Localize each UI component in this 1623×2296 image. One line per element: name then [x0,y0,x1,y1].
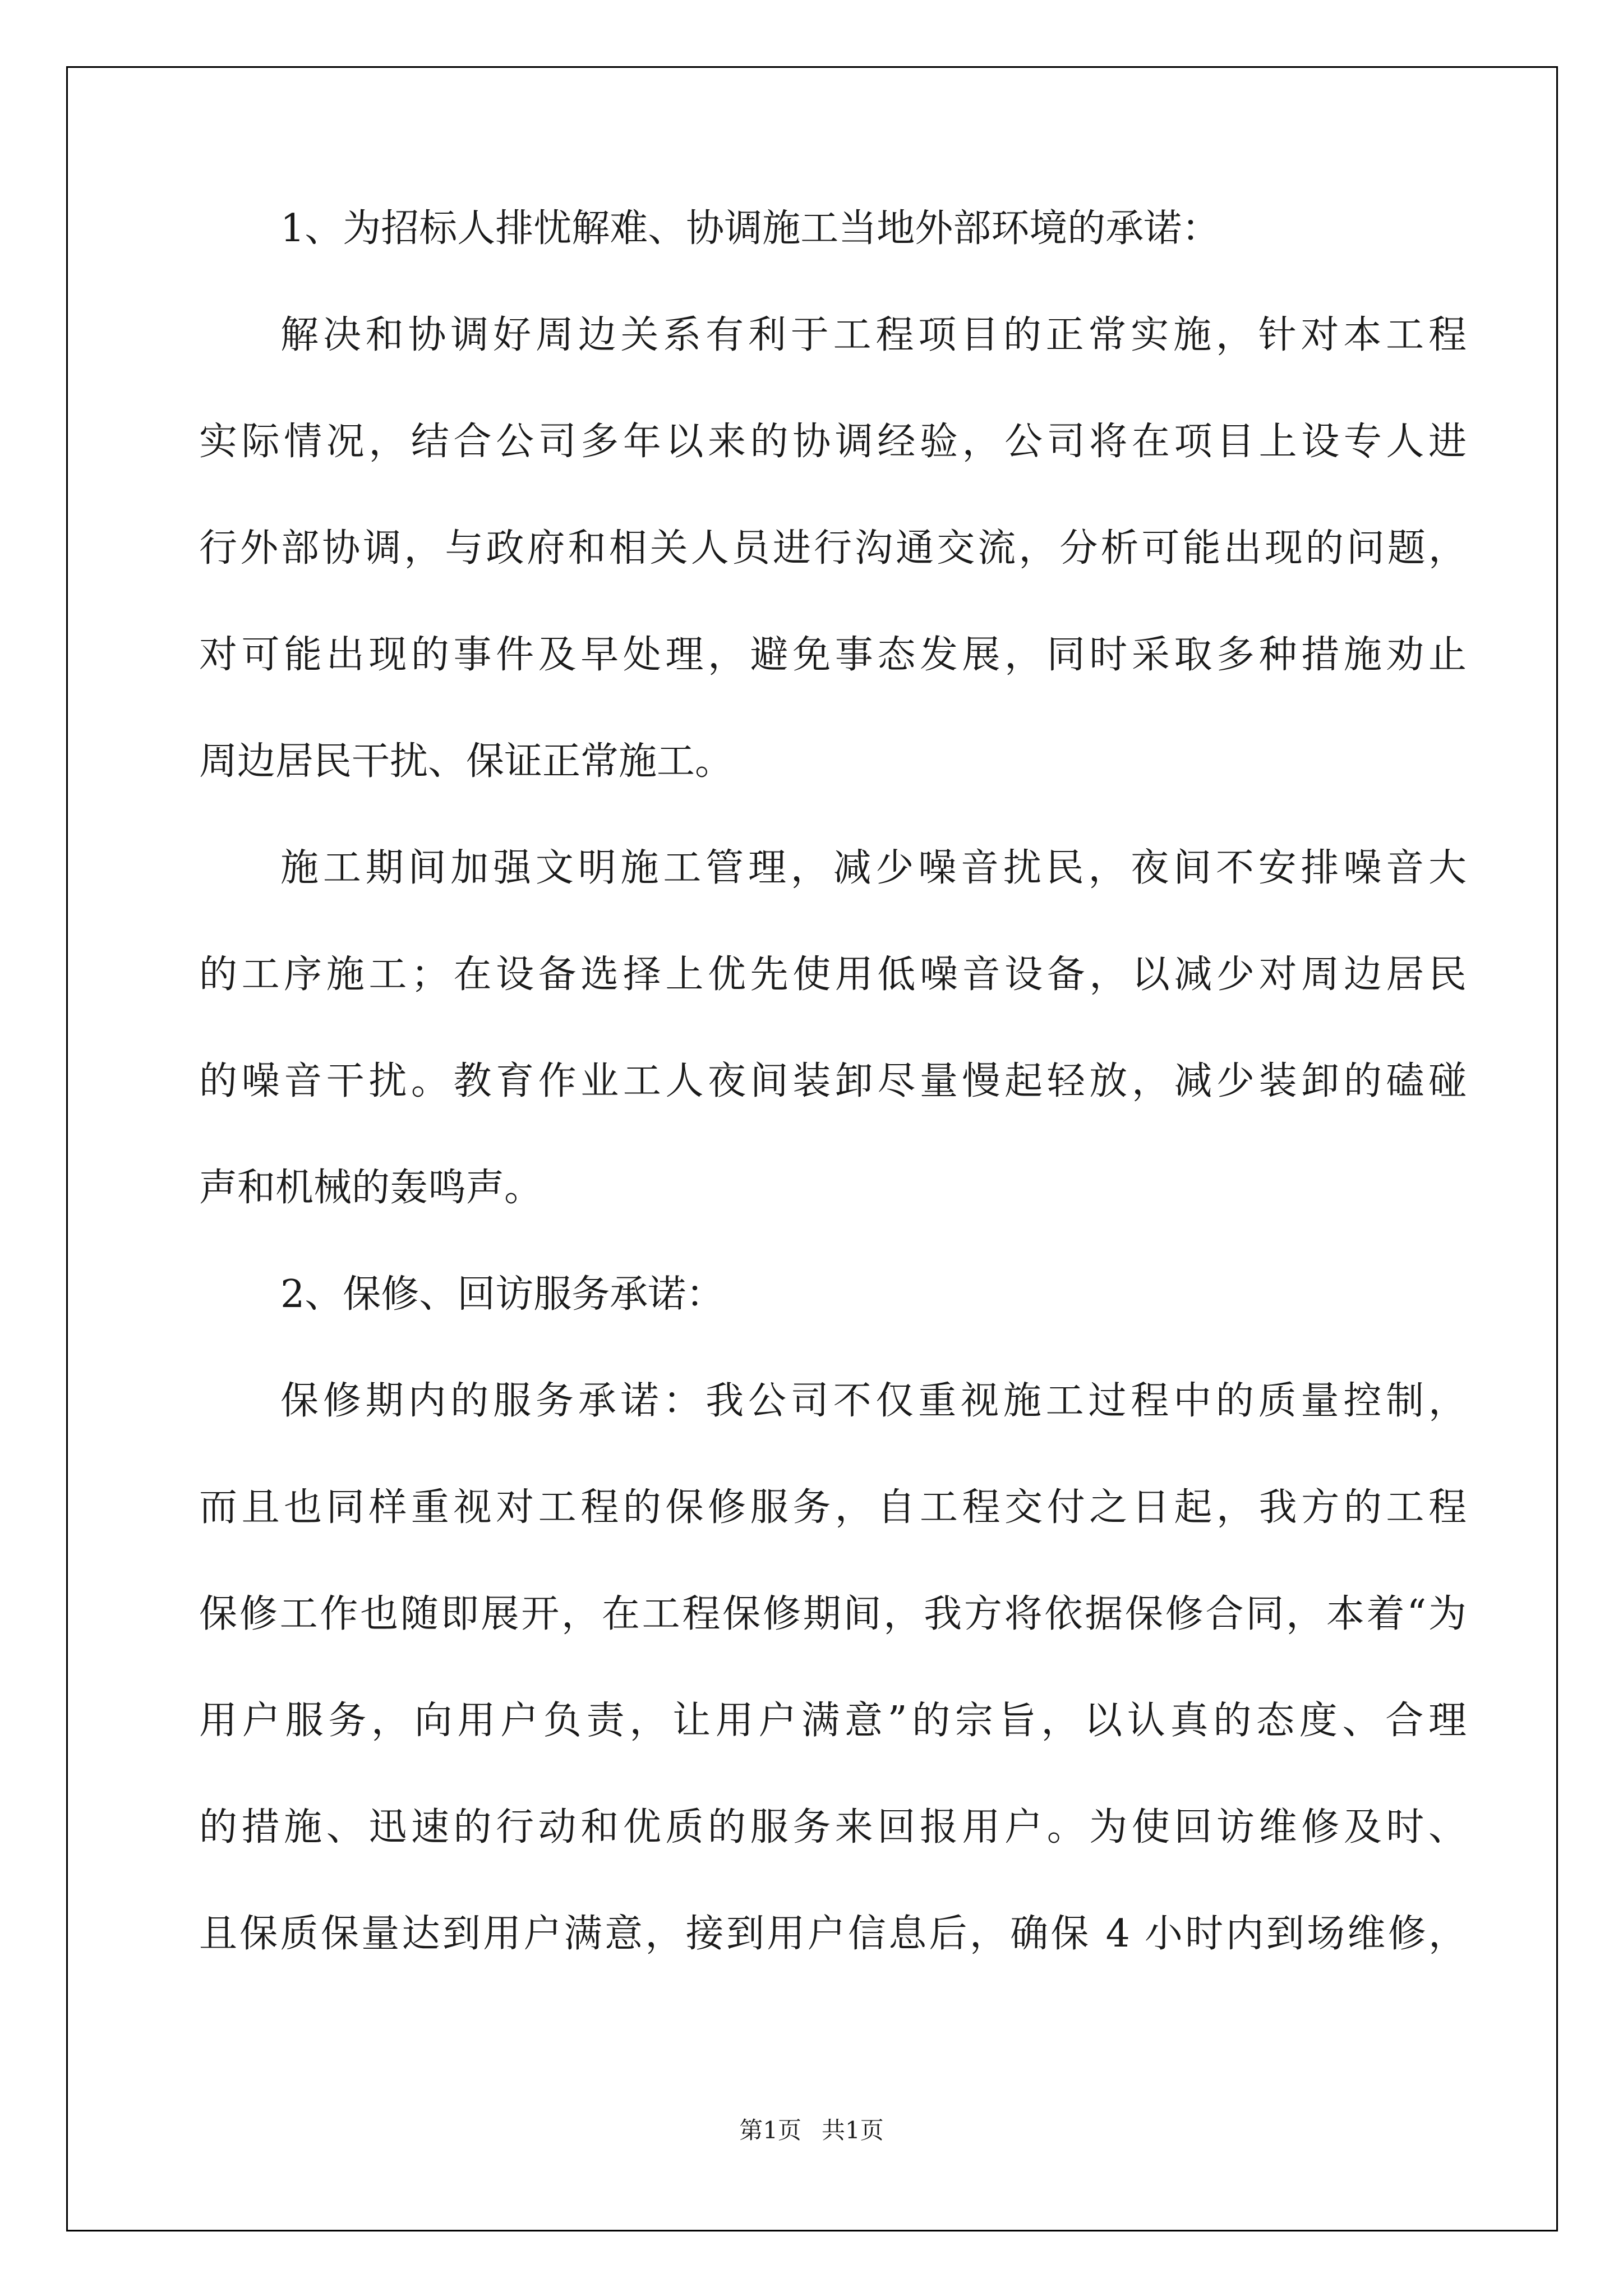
paragraph-line: 的工序施工；在设备选择上优先使用低噪音设备，以减少对周边居民 [199,953,1467,997]
page-number-total: 共1页 [822,2116,884,2144]
heading-commitment-1: 1、为招标人排忧解难、协调施工当地外部环境的承诺： [280,206,1220,251]
page-border [66,66,1558,2231]
paragraph-line: 的措施、迅速的行动和优质的服务来回报用户。为使回访维修及时、 [199,1805,1467,1849]
paragraph-line: 行外部协调，与政府和相关人员进行沟通交流，分析可能出现的问题， [199,526,1467,570]
paragraph-line: 实际情况，结合公司多年以来的协调经验，公司将在项目上设专人进 [199,420,1467,464]
page-footer [0,2114,1623,2147]
paragraph-line: 声和机械的轰鸣声。 [199,1166,543,1210]
paragraph-line: 的噪音干扰。教育作业工人夜间装卸尽量慢起轻放，减少装卸的磕碰 [199,1059,1467,1103]
heading-commitment-2: 2、保修、回访服务承诺： [280,1272,725,1317]
paragraph-line: 解决和协调好周边关系有利于工程项目的正常实施，针对本工程 [280,313,1467,357]
paragraph-line: 而且也同样重视对工程的保修服务，自工程交付之日起，我方的工程 [199,1485,1467,1530]
paragraph-line: 周边居民干扰、保证正常施工。 [199,739,734,784]
paragraph-line: 对可能出现的事件及早处理，避免事态发展，同时采取多种措施劝止 [199,633,1467,677]
paragraph-line: 保修工作也随即展开，在工程保修期间，我方将依据保修合同，本着“为 [199,1592,1467,1636]
paragraph-line: 施工期间加强文明施工管理，减少噪音扰民，夜间不安排噪音大 [280,846,1467,890]
paragraph-line: 用户服务，向用户负责，让用户满意”的宗旨，以认真的态度、合理 [199,1699,1467,1743]
paragraph-line: 且保质保量达到用户满意，接到用户信息后，确保 4 小时内到场维修， [199,1912,1467,1956]
page-number-current: 第1页 [739,2116,801,2144]
paragraph-line: 保修期内的服务承诺：我公司不仅重视施工过程中的质量控制， [280,1379,1467,1423]
